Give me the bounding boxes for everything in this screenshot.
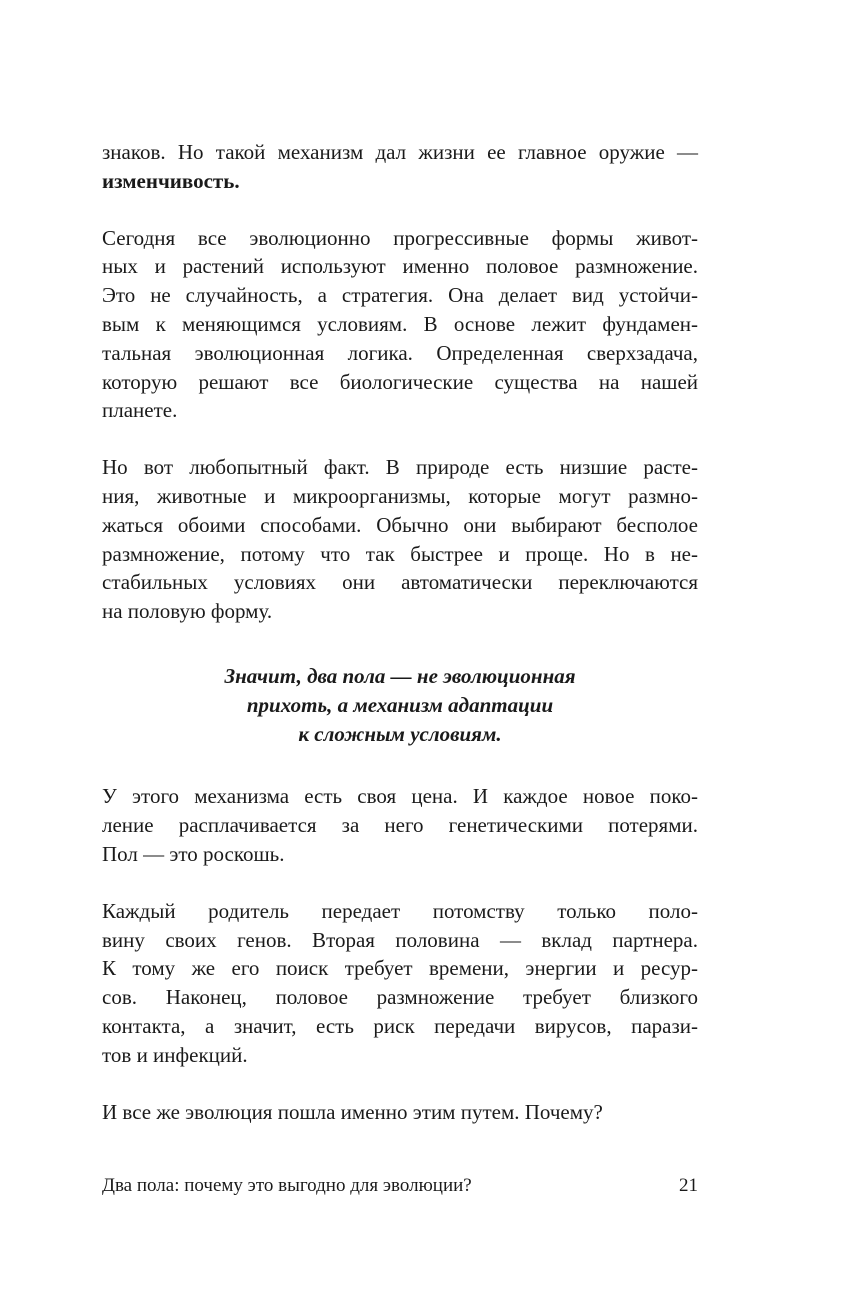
text-line: Пол — это роскошь. — [102, 841, 285, 866]
text-line: ных и растений используют именно половое размножение. — [102, 254, 698, 279]
running-footer-title: Два пола: почему это выгодно для эволюции? — [102, 1175, 472, 1196]
text-line: планете. — [102, 398, 178, 423]
text-line: Сегодня все эволюционно прогрессивные формы живот- — [102, 225, 698, 250]
text-line: на половую форму. — [102, 599, 273, 624]
paragraph-2 — [102, 224, 698, 426]
text-line: И все же эволюция пошла именно этим путем. Почему? — [102, 1099, 603, 1124]
text-line: вым к меняющимся условиям. В основе лежит фундамен- — [102, 311, 698, 336]
text-line: ния, животные и микроорганизмы, которые могут размно- — [102, 483, 698, 508]
paragraph-4 — [102, 782, 698, 868]
paragraph-6 — [102, 1098, 698, 1127]
text-line: К тому же его поиск требует времени, энергии и ресур- — [102, 956, 698, 981]
page-body — [102, 138, 698, 1126]
text-line: которую решают все биологические существа на нашей — [102, 369, 698, 394]
quote-line: прихоть, а механизм адаптации — [246, 692, 554, 717]
text-line: Но вот любопытный факт. В природе есть низшие расте- — [102, 455, 698, 480]
paragraph-1 — [102, 138, 698, 196]
quote-line: Значит, два пола — не эволюционная — [224, 663, 576, 688]
paragraph-5 — [102, 897, 698, 1070]
text-line: контакта, а значит, есть риск передачи вирусов, парази- — [102, 1013, 698, 1038]
text-line: сов. Наконец, половое размножение требует близкого — [102, 985, 698, 1010]
page-number: 21 — [679, 1175, 698, 1196]
text-line: У этого механизма есть своя цена. И каждое новое поко- — [102, 784, 698, 809]
text-line: Каждый родитель передает потомству только поло- — [102, 898, 698, 923]
text-line: жаться обоими способами. Обычно они выбирают бесполое — [102, 512, 698, 537]
text-line: размножение, потому что так быстрее и проще. Но в не- — [102, 541, 698, 566]
text-line: знаков. Но такой механизм дал жизни ее главное оружие — — [102, 140, 698, 164]
text-line: вину своих генов. Вторая половина — вклад партнера. — [102, 927, 698, 952]
text-line: тальная эволюционная логика. Определенная сверхзадача, — [102, 340, 698, 365]
text-line: тов и инфекций. — [102, 1042, 248, 1067]
emphasized-term: изменчивость. — [102, 168, 240, 193]
page-footer — [102, 1172, 698, 1200]
text-line: Это не случайность, а стратегия. Она делает вид устойчи- — [102, 283, 698, 308]
text-line: ление расплачивается за него генетическими потерями. — [102, 813, 698, 838]
quote-line: к сложным условиям. — [298, 721, 502, 746]
text-line: стабильных условиях они автоматически переключаются — [102, 570, 698, 595]
pull-quote — [102, 662, 698, 748]
paragraph-3 — [102, 453, 698, 626]
